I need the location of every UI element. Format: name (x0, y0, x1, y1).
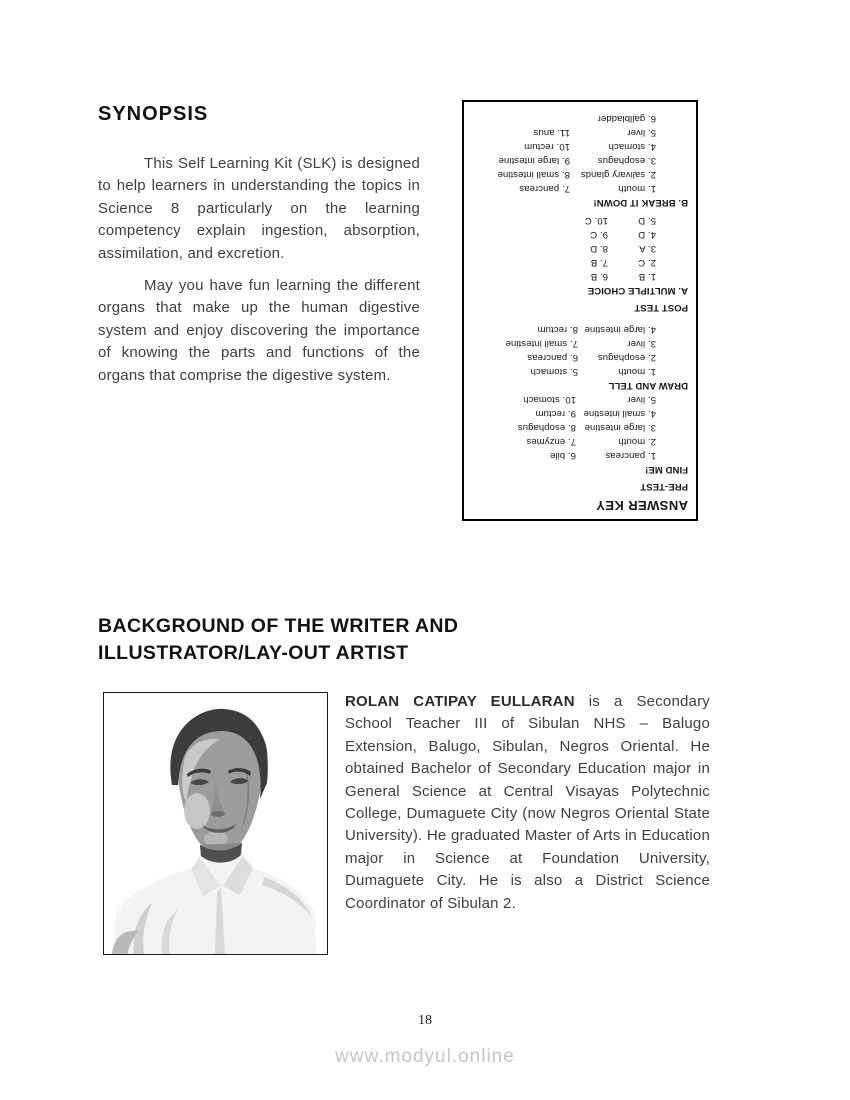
answer-row (472, 434, 688, 448)
synopsis-body (98, 153, 420, 397)
answer-cell: 4. large intestine (584, 324, 656, 335)
answer-cell: 3. liver (627, 338, 656, 349)
synopsis-paragraph-2: May you have fun learning the different organs that make up the human digestive system and enjoy discovering the importance of knowing the parts and functions of the organs that comprise the digestive system. (98, 277, 420, 384)
answer-cell: 4. stomach (608, 141, 656, 152)
answer-row (472, 181, 688, 195)
synopsis-heading: SYNOPSIS (98, 103, 209, 125)
answer-cell: 1. mouth (618, 183, 656, 194)
answer-row (472, 111, 688, 125)
author-bio (345, 691, 710, 915)
answer-row (472, 448, 688, 462)
background-heading-line-2: ILLUSTRATOR/LAY-OUT ARTIST (98, 642, 409, 664)
answer-cell: 7. B (590, 257, 608, 268)
author-bio-text: is a Secondary School Teacher III of Sibulan NHS – Balugo Extension, Balugo, Sibulan, Negros Oriental. He obtained Bachelor of Secondary Education major in General Science at Central Visayas Polytechnic College, Dumaguete City (now Negros Oriental State University). He graduated Master of Arts in Education major in Science at Foundation University, Dumaguete City. He is also a District Science Coordinator of Sibulan 2. (345, 693, 710, 912)
answer-cell: 4. D (638, 229, 656, 240)
answer-row (472, 255, 688, 269)
answer-row (472, 420, 688, 434)
answer-cell: 1. B (638, 271, 656, 282)
answer-cell: 3. A (639, 243, 656, 254)
answer-cell: 6. gallbladder (597, 113, 656, 124)
answer-cell: 6. B (590, 271, 608, 282)
answer-cell: 2. C (638, 257, 656, 268)
answer-cell: 2. esophagus (597, 352, 656, 363)
author-photo (103, 692, 328, 955)
answer-row (472, 153, 688, 167)
answer-row (472, 336, 688, 350)
answer-cell: 9. large intestine (498, 155, 570, 166)
answer-row (472, 406, 688, 420)
draw-and-tell-heading: DRAW AND TELL (608, 380, 688, 391)
answer-cell: 2. salivary glands (580, 169, 656, 180)
portrait-illustration (104, 693, 327, 954)
find-me-heading: FIND ME! (644, 464, 688, 475)
answer-cell: 6. pancreas (527, 352, 578, 363)
answer-row (472, 167, 688, 181)
answer-row (472, 350, 688, 364)
answer-cell: 1. mouth (618, 366, 656, 377)
answer-cell: 5. stomach (530, 366, 578, 377)
answer-row (472, 227, 688, 241)
answer-cell: 8. rectum (537, 324, 578, 335)
answer-cell: 4. small intestine (583, 408, 656, 419)
answer-cell: 9. C (590, 229, 608, 240)
answer-cell: 5. liver (627, 127, 656, 138)
answer-row (472, 139, 688, 153)
author-name: ROLAN CATIPAY EULLARAN (345, 693, 575, 710)
answer-cell: 7. small intestine (505, 338, 578, 349)
multiple-choice-heading: A. MULTIPLE CHOICE (587, 285, 688, 296)
answer-key-rotated-content (464, 102, 696, 519)
answer-cell: 8. D (590, 243, 608, 254)
answer-cell: 11. anus (533, 127, 570, 138)
answer-cell: 10. stomach (523, 394, 576, 405)
break-it-down-heading: B. BREAK IT DOWN! (593, 197, 688, 208)
answer-key-box (462, 100, 698, 521)
answer-cell: 6. bile (549, 450, 576, 461)
answer-row (472, 392, 688, 406)
answer-row (472, 322, 688, 336)
page-number: 18 (418, 1013, 432, 1028)
answer-cell: 8. esophagus (517, 422, 576, 433)
background-heading-line-1: BACKGROUND OF THE WRITER AND (98, 615, 459, 637)
answer-key-title: ANSWER KEY (595, 498, 688, 513)
answer-cell: 5. liver (627, 394, 656, 405)
answer-cell: 10. rectum (524, 141, 570, 152)
answer-row (472, 213, 688, 227)
answer-cell: 5. D (638, 215, 656, 226)
answer-cell: 7. enzymes (526, 436, 576, 447)
answer-cell: 2. mouth (618, 436, 656, 447)
answer-cell: 9. rectum (535, 408, 576, 419)
answer-cell: 1. pancreas (605, 450, 656, 461)
watermark: www.modyul.online (335, 1046, 515, 1067)
answer-cell: 3. esophagus (597, 155, 656, 166)
answer-cell: 10. C (584, 215, 608, 226)
answer-row (472, 241, 688, 255)
answer-cell: 8. small intestine (497, 169, 570, 180)
post-test-heading: POST TEST (634, 302, 688, 313)
answer-cell: 7. pancreas (519, 183, 570, 194)
synopsis-paragraph-1: This Self Learning Kit (SLK) is designed to help learners in understanding the topics in Science 8 particularly on the learning competency explain ingestion, absorption, assimilation, and excretion. (98, 155, 420, 262)
answer-row (472, 125, 688, 139)
answer-row (472, 269, 688, 283)
pre-test-heading: PRE-TEST (640, 481, 688, 492)
answer-cell: 3. large intestine (584, 422, 656, 433)
answer-row (472, 364, 688, 378)
background-heading (98, 613, 458, 667)
